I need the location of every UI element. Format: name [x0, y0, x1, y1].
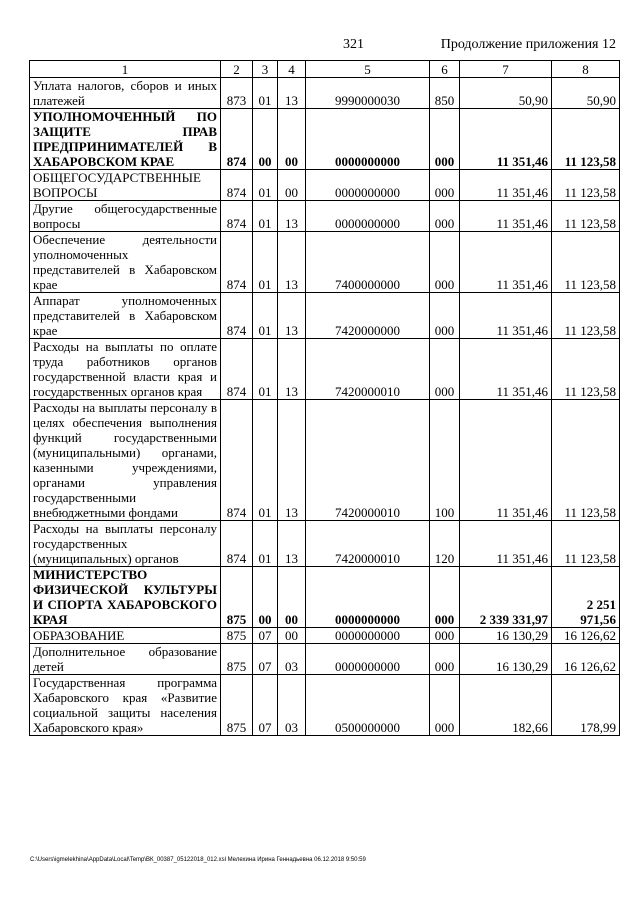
- row-amount-fact: 11 123,58: [552, 293, 620, 339]
- row-amount-fact: 11 123,58: [552, 400, 620, 521]
- row-code-target: 0000000000: [306, 201, 430, 232]
- row-name: Обеспечение деятельности уполномоченных представителей в Хабаровском крае: [30, 232, 221, 293]
- budget-table: [29, 60, 620, 736]
- row-code-admin: 874: [221, 201, 253, 232]
- row-code-type: 120: [430, 521, 460, 567]
- row-amount-plan: 11 351,46: [460, 400, 552, 521]
- table-row: [30, 628, 620, 644]
- row-amount-plan: 16 130,29: [460, 644, 552, 675]
- table-row: [30, 521, 620, 567]
- column-header-row: [30, 61, 620, 78]
- row-name: УПОЛНОМОЧЕННЫЙ ПО ЗАЩИТЕ ПРАВ ПРЕДПРИНИМАТЕЛЕЙ В ХАБАРОВСКОМ КРАЕ: [30, 109, 221, 170]
- row-code-type: 000: [430, 109, 460, 170]
- row-code-section: 01: [253, 232, 278, 293]
- row-code-section: 00: [253, 567, 278, 628]
- row-code-admin: 875: [221, 628, 253, 644]
- column-header: 2: [221, 61, 253, 78]
- row-code-type: 000: [430, 628, 460, 644]
- row-code-subsection: 00: [278, 628, 306, 644]
- row-code-section: 00: [253, 109, 278, 170]
- page-number: 321: [343, 37, 364, 52]
- table-row: [30, 644, 620, 675]
- row-code-target: 9990000030: [306, 78, 430, 109]
- row-amount-fact: 50,90: [552, 78, 620, 109]
- row-code-admin: 874: [221, 339, 253, 400]
- row-amount-plan: 2 339 331,97: [460, 567, 552, 628]
- row-code-type: 100: [430, 400, 460, 521]
- row-code-subsection: 13: [278, 232, 306, 293]
- row-code-admin: 874: [221, 293, 253, 339]
- row-code-subsection: 03: [278, 644, 306, 675]
- row-code-type: 000: [430, 170, 460, 201]
- row-code-type: 000: [430, 339, 460, 400]
- row-amount-plan: 11 351,46: [460, 232, 552, 293]
- column-header: 1: [30, 61, 221, 78]
- row-code-target: 7420000010: [306, 400, 430, 521]
- row-code-admin: 874: [221, 400, 253, 521]
- row-code-target: 7420000010: [306, 339, 430, 400]
- table-row: [30, 675, 620, 736]
- row-code-subsection: 13: [278, 400, 306, 521]
- row-code-section: 01: [253, 400, 278, 521]
- row-code-admin: 875: [221, 675, 253, 736]
- row-name: Дополнительное образование детей: [30, 644, 221, 675]
- row-code-subsection: 03: [278, 675, 306, 736]
- column-header: 5: [306, 61, 430, 78]
- row-code-subsection: 00: [278, 109, 306, 170]
- row-code-section: 01: [253, 78, 278, 109]
- row-code-target: 0000000000: [306, 628, 430, 644]
- row-code-target: 0000000000: [306, 170, 430, 201]
- row-amount-fact: 16 126,62: [552, 628, 620, 644]
- column-header: 7: [460, 61, 552, 78]
- table-row: [30, 232, 620, 293]
- row-amount-fact: 16 126,62: [552, 644, 620, 675]
- row-amount-plan: 11 351,46: [460, 521, 552, 567]
- row-amount-plan: 50,90: [460, 78, 552, 109]
- row-code-type: 000: [430, 293, 460, 339]
- table-row: [30, 293, 620, 339]
- row-code-subsection: 00: [278, 170, 306, 201]
- row-code-target: 0000000000: [306, 109, 430, 170]
- row-code-subsection: 13: [278, 339, 306, 400]
- row-code-subsection: 13: [278, 78, 306, 109]
- row-code-section: 07: [253, 628, 278, 644]
- row-code-type: 000: [430, 201, 460, 232]
- row-name: ОБЩЕГОСУДАРСТВЕННЫЕ ВОПРОСЫ: [30, 170, 221, 201]
- column-header: 4: [278, 61, 306, 78]
- row-amount-fact: 11 123,58: [552, 232, 620, 293]
- row-code-target: 7400000000: [306, 232, 430, 293]
- table-row: [30, 567, 620, 628]
- row-code-admin: 874: [221, 109, 253, 170]
- row-code-admin: 875: [221, 567, 253, 628]
- row-code-type: 850: [430, 78, 460, 109]
- row-amount-fact: 11 123,58: [552, 339, 620, 400]
- row-code-admin: 874: [221, 232, 253, 293]
- row-code-admin: 874: [221, 521, 253, 567]
- row-amount-fact: 11 123,58: [552, 170, 620, 201]
- row-code-section: 07: [253, 675, 278, 736]
- row-code-subsection: 13: [278, 521, 306, 567]
- row-code-type: 000: [430, 567, 460, 628]
- row-amount-fact: 2 251 971,56: [552, 567, 620, 628]
- row-code-target: 0500000000: [306, 675, 430, 736]
- row-code-section: 01: [253, 521, 278, 567]
- file-path-footer: C:\Users\igmelekhina\AppData\Local\Temp\ВК_00387_05122018_012.xsl Мелехина Ирина Геннадьевна 06.12.2018 9:50:59: [30, 857, 366, 863]
- row-amount-plan: 11 351,46: [460, 293, 552, 339]
- table-row: [30, 400, 620, 521]
- row-code-section: 01: [253, 293, 278, 339]
- row-name: Расходы на выплаты по оплате труда работников органов государственной власти края и государственных органов края: [30, 339, 221, 400]
- row-amount-plan: 11 351,46: [460, 109, 552, 170]
- row-code-admin: 873: [221, 78, 253, 109]
- row-name: Расходы на выплаты персоналу в целях обеспечения выполнения функций государственными (муниципальными) органами, казенными учреждениями, органами управления государственными внебюджетными фондами: [30, 400, 221, 521]
- row-amount-plan: 182,66: [460, 675, 552, 736]
- row-code-section: 01: [253, 201, 278, 232]
- row-code-section: 01: [253, 339, 278, 400]
- table-row: [30, 109, 620, 170]
- row-code-admin: 874: [221, 170, 253, 201]
- row-code-target: 0000000000: [306, 644, 430, 675]
- row-name: Другие общегосударственные вопросы: [30, 201, 221, 232]
- row-name: Государственная программа Хабаровского края «Развитие социальной защиты населения Хабаровского края»: [30, 675, 221, 736]
- row-code-target: 7420000010: [306, 521, 430, 567]
- continuation-note: Продолжение приложения 12: [440, 37, 616, 52]
- row-name: Аппарат уполномоченных представителей в Хабаровском крае: [30, 293, 221, 339]
- row-name: Расходы на выплаты персоналу государственных (муниципальных) органов: [30, 521, 221, 567]
- row-code-type: 000: [430, 644, 460, 675]
- row-code-subsection: 13: [278, 293, 306, 339]
- column-header: 3: [253, 61, 278, 78]
- row-amount-plan: 11 351,46: [460, 170, 552, 201]
- row-name: ОБРАЗОВАНИЕ: [30, 628, 221, 644]
- row-amount-plan: 11 351,46: [460, 339, 552, 400]
- row-code-admin: 875: [221, 644, 253, 675]
- row-code-target: 7420000000: [306, 293, 430, 339]
- row-code-section: 07: [253, 644, 278, 675]
- row-name: МИНИСТЕРСТВО ФИЗИЧЕСКОЙ КУЛЬТУРЫ И СПОРТА ХАБАРОВСКОГО КРАЯ: [30, 567, 221, 628]
- column-header: 6: [430, 61, 460, 78]
- table-row: [30, 170, 620, 201]
- row-code-section: 01: [253, 170, 278, 201]
- row-code-type: 000: [430, 675, 460, 736]
- row-code-target: 0000000000: [306, 567, 430, 628]
- row-code-subsection: 00: [278, 567, 306, 628]
- row-code-subsection: 13: [278, 201, 306, 232]
- row-amount-fact: 11 123,58: [552, 521, 620, 567]
- row-amount-fact: 178,99: [552, 675, 620, 736]
- table-row: [30, 201, 620, 232]
- row-amount-plan: 16 130,29: [460, 628, 552, 644]
- row-name: Уплата налогов, сборов и иных платежей: [30, 78, 221, 109]
- table-row: [30, 78, 620, 109]
- row-amount-fact: 11 123,58: [552, 109, 620, 170]
- row-code-type: 000: [430, 232, 460, 293]
- row-amount-fact: 11 123,58: [552, 201, 620, 232]
- table-row: [30, 339, 620, 400]
- row-amount-plan: 11 351,46: [460, 201, 552, 232]
- column-header: 8: [552, 61, 620, 78]
